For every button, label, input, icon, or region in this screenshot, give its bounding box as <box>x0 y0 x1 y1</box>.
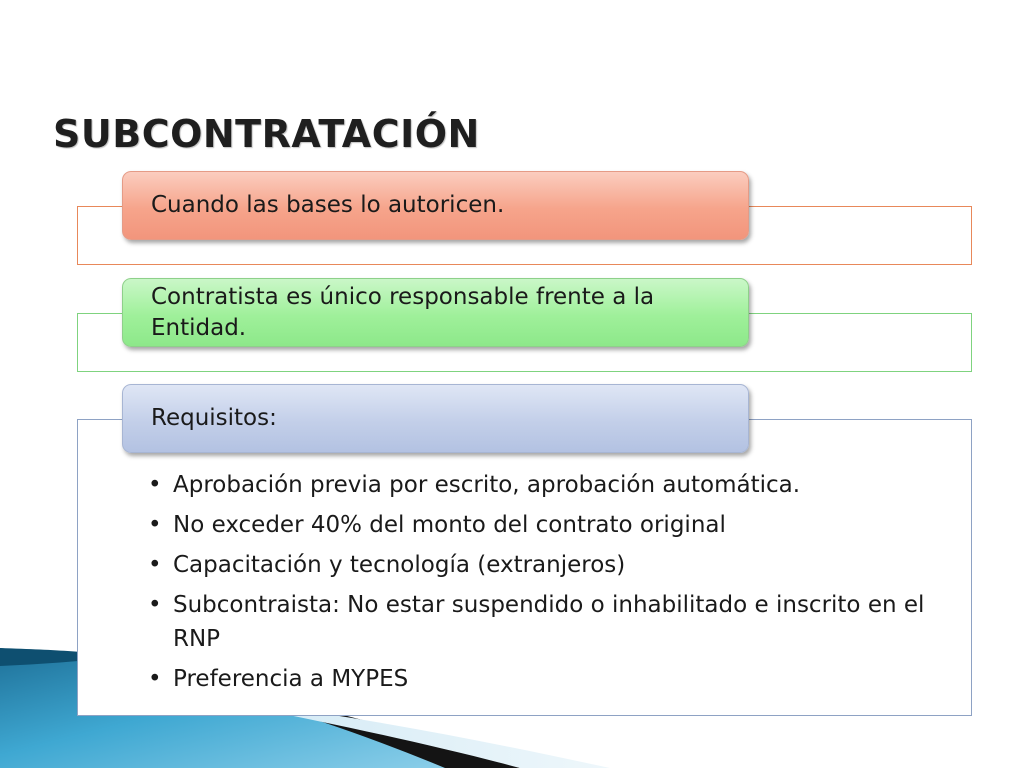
item-tab-requisitos <box>122 384 749 453</box>
list-item: • Subcontraista: No estar suspendido o inhabilitado e inscrito en el RNP <box>148 588 948 656</box>
item-tab-bases <box>122 171 749 240</box>
list-item: • Preferencia a MYPES <box>148 662 948 696</box>
item-label: Contratista es único responsable frente a la Entidad. <box>151 283 655 341</box>
slide-title: SUBCONTRATACIÓN <box>53 112 480 156</box>
list-item: • Capacitación y tecnología (extranjeros) <box>148 548 948 582</box>
list-item: • No exceder 40% del monto del contrato original <box>148 508 948 542</box>
list-item: • Aprobación previa por escrito, aprobación automática. <box>148 468 948 502</box>
requisitos-list <box>148 468 948 702</box>
item-tab-contratista <box>122 278 749 347</box>
item-label: Requisitos: <box>151 405 277 431</box>
item-label: Cuando las bases lo autoricen. <box>151 192 505 218</box>
